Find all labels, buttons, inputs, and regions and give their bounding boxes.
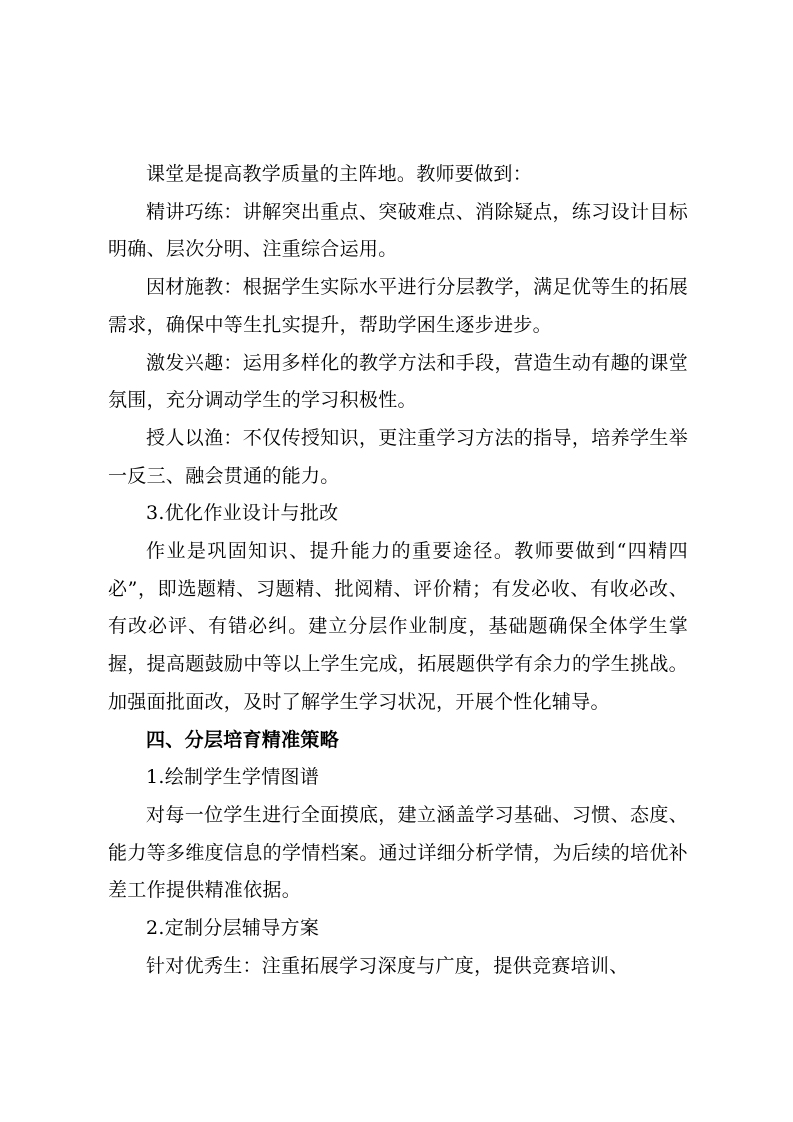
paragraph: 对每一位学生进行全面摸底，建立涵盖学习基础、习惯、态度、能力等多维度信息的学情档案。通过详细分析学情，为后续的培优补差工作提供精准依据。	[108, 803, 688, 902]
paragraph: 作业是巩固知识、提升能力的重要途径。教师要做到“四精四必”，即选题精、习题精、批阅精、评价精；有发必收、有收必改、有改必评、有错必纠。建立分层作业制度，基础题确保全体学生掌握，提高题鼓励中等以上学生完成，拓展题供学有余力的学生挑战。加强面批面改，及时了解学生学习状况，开展个性化辅导。	[108, 540, 688, 713]
paragraph: 授人以渔：不仅传授知识，更注重学习方法的指导，培养学生举一反三、融会贯通的能力。	[108, 426, 688, 487]
paragraph: 因材施教：根据学生实际水平进行分层教学，满足优等生的拓展需求，确保中等生扎实提升，帮助学困生逐步进步。	[108, 276, 688, 336]
paragraph: 激发兴趣：运用多样化的教学方法和手段，营造生动有趣的课堂氛围，充分调动学生的学习积极性。	[108, 351, 688, 412]
document-page	[108, 156, 688, 985]
paragraph: 针对优秀生：注重拓展学习深度与广度，提供竞赛培训、	[146, 954, 629, 977]
subheading: 1.绘制学生学情图谱	[146, 766, 320, 789]
subheading: 2.定制分层辅导方案	[146, 917, 320, 940]
paragraph: 精讲巧练：讲解突出重点、突破难点、消除疑点，练习设计目标明确、层次分明、注重综合运用。	[108, 200, 688, 261]
section-heading: 四、分层培育精准策略	[146, 728, 340, 751]
paragraph: 课堂是提高教学质量的主阵地。教师要做到：	[146, 163, 533, 185]
subheading: 3.优化作业设计与批改	[146, 502, 339, 525]
